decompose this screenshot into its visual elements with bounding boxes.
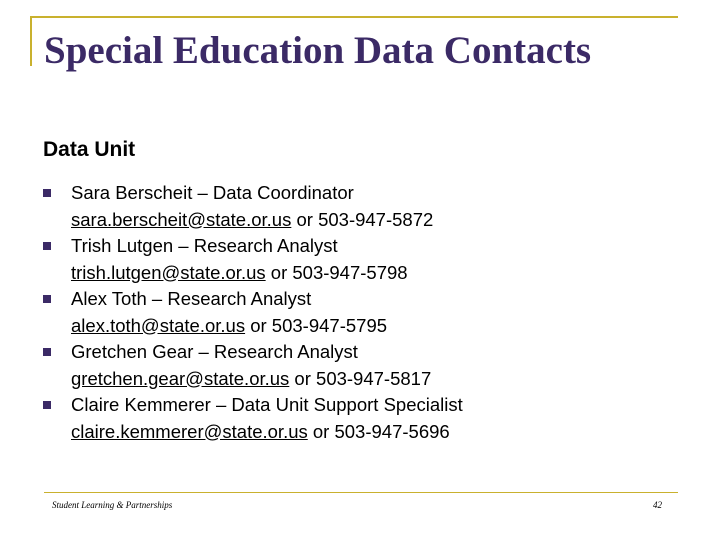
contact-name-role: Gretchen Gear – Research Analyst [71, 341, 358, 362]
contact-item-lutgen [43, 233, 683, 286]
contact-email-link[interactable]: alex.toth@state.or.us [71, 314, 246, 336]
contact-name-role: Trish Lutgen – Research Analyst [71, 235, 338, 256]
square-bullet-icon [43, 242, 51, 250]
slide-title: Special Education Data Contacts [44, 29, 592, 72]
contact-details [71, 366, 683, 393]
square-bullet-icon [43, 348, 51, 356]
contact-details [71, 207, 683, 234]
contact-item-berscheit [43, 180, 683, 233]
contact-details [71, 260, 683, 287]
contact-email-link[interactable]: gretchen.gear@state.or.us [71, 367, 290, 389]
contact-email-link[interactable]: claire.kemmerer@state.or.us [71, 420, 308, 442]
contact-phone: or 503-947-5696 [307, 420, 450, 442]
contact-email-link[interactable]: sara.berscheit@state.or.us [71, 208, 292, 230]
frame-top-rule [30, 16, 678, 18]
contact-email-link[interactable]: trish.lutgen@state.or.us [71, 261, 266, 283]
contact-name-role: Claire Kemmerer – Data Unit Support Specialist [71, 394, 463, 415]
footer-rule [44, 492, 678, 493]
footer-organization: Student Learning & Partnerships [52, 500, 173, 510]
square-bullet-icon [43, 401, 51, 409]
contact-item-toth [43, 286, 683, 339]
contact-phone: or 503-947-5795 [245, 314, 388, 336]
square-bullet-icon [43, 295, 51, 303]
frame-left-rule [30, 16, 32, 66]
contact-phone: or 503-947-5817 [289, 367, 432, 389]
contact-phone: or 503-947-5872 [291, 208, 434, 230]
page-number: 42 [653, 500, 662, 510]
contact-list [43, 180, 683, 445]
section-heading: Data Unit [43, 138, 136, 161]
contact-item-gear [43, 339, 683, 392]
contact-name-role: Sara Berscheit – Data Coordinator [71, 182, 354, 203]
contact-phone: or 503-947-5798 [265, 261, 408, 283]
contact-details [71, 313, 683, 340]
contact-details [71, 419, 683, 446]
contact-item-kemmerer [43, 392, 683, 445]
square-bullet-icon [43, 189, 51, 197]
contact-name-role: Alex Toth – Research Analyst [71, 288, 312, 309]
